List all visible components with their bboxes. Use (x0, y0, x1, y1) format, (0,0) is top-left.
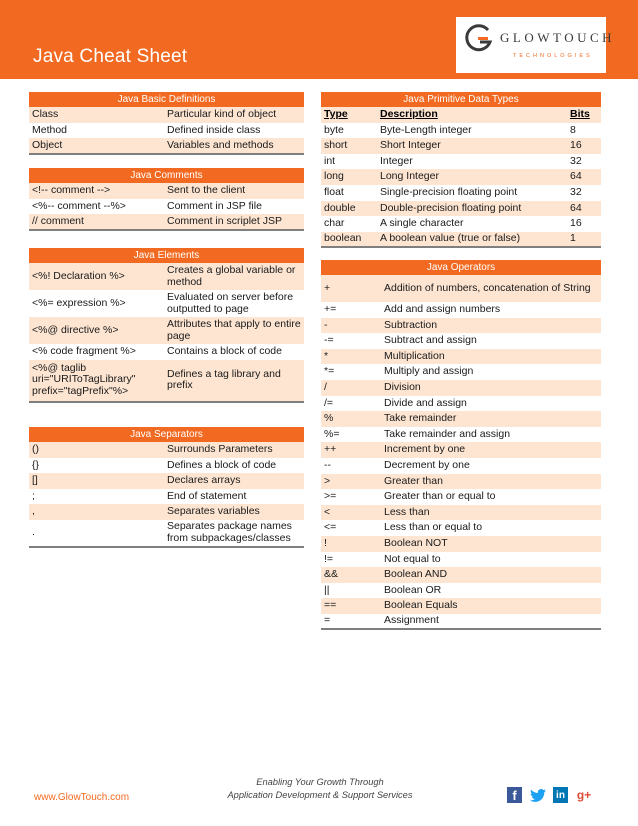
table-row (321, 567, 601, 583)
meaning-cell: End of statement (164, 489, 304, 505)
type-cell: char (321, 216, 377, 232)
table-row (29, 360, 304, 402)
operator-cell: = (321, 614, 381, 630)
syntax-cell: <%-- comment --%> (29, 199, 164, 215)
facebook-icon[interactable]: f (507, 787, 522, 803)
table-caption: Java Separators (29, 427, 304, 442)
type-cell: int (321, 154, 377, 170)
footer-tagline (200, 776, 440, 802)
table-row (29, 458, 304, 474)
meaning-cell: Divide and assign (381, 396, 601, 412)
type-cell: boolean (321, 232, 377, 248)
description-cell: Integer (377, 154, 567, 170)
basic-definitions-table (29, 92, 304, 155)
meaning-cell: Boolean Equals (381, 598, 601, 614)
table-row (29, 344, 304, 360)
meaning-cell: Sent to the client (164, 183, 304, 199)
table-row (321, 396, 601, 412)
table-caption: Java Operators (321, 260, 601, 275)
meaning-cell: Boolean AND (381, 567, 601, 583)
logo-g-icon (464, 24, 494, 54)
meaning-cell: Contains a block of code (164, 344, 304, 360)
table-row (321, 536, 601, 552)
table-row (321, 318, 601, 334)
meaning-cell: Assignment (381, 614, 601, 630)
definition-cell: Defined inside class (164, 123, 304, 139)
description-cell: A boolean value (true or false) (377, 232, 567, 248)
table-row (321, 458, 601, 474)
meaning-cell: Defines a block of code (164, 458, 304, 474)
comments-table (29, 168, 304, 231)
table-row (29, 520, 304, 547)
operator-cell: != (321, 552, 381, 568)
table-row (321, 123, 601, 139)
separator-cell: . (29, 520, 164, 547)
definition-cell: Variables and methods (164, 138, 304, 154)
meaning-cell: Add and assign numbers (381, 302, 601, 318)
operator-cell: == (321, 598, 381, 614)
meaning-cell: Multiplication (381, 349, 601, 365)
table-row (321, 614, 601, 630)
table-row (29, 442, 304, 458)
company-logo[interactable] (456, 17, 616, 73)
table-caption: Java Primitive Data Types (321, 92, 601, 107)
meaning-cell: Boolean NOT (381, 536, 601, 552)
table-row (29, 489, 304, 505)
meaning-cell: Subtract and assign (381, 333, 601, 349)
meaning-cell: Comment in JSP file (164, 199, 304, 215)
operator-cell: -- (321, 458, 381, 474)
bits-cell: 8 (567, 123, 601, 139)
table-row (321, 201, 601, 217)
separator-cell: , (29, 504, 164, 520)
operator-cell: > (321, 474, 381, 490)
table-caption: Java Basic Definitions (29, 92, 304, 107)
operator-cell: + (321, 275, 381, 302)
table-row (321, 216, 601, 232)
meaning-cell: Less than (381, 505, 601, 521)
elements-table (29, 248, 304, 403)
separator-cell: () (29, 442, 164, 458)
meaning-cell: Decrement by one (381, 458, 601, 474)
table-row (321, 489, 601, 505)
meaning-cell: Less than or equal to (381, 520, 601, 536)
operators-table (321, 260, 601, 630)
column-header-bits: Bits (567, 107, 601, 123)
table-row (321, 138, 601, 154)
bits-cell: 1 (567, 232, 601, 248)
term-cell: Method (29, 123, 164, 139)
table-row (321, 520, 601, 536)
googleplus-icon[interactable]: g+ (576, 788, 592, 802)
table-row (321, 427, 601, 443)
meaning-cell: Declares arrays (164, 473, 304, 489)
operator-cell: && (321, 567, 381, 583)
table-row (321, 275, 601, 302)
description-cell: Byte-Length integer (377, 123, 567, 139)
meaning-cell: Comment in scriplet JSP (164, 214, 304, 230)
table-row (29, 123, 304, 139)
header-banner (0, 0, 638, 79)
table-row (29, 107, 304, 123)
separators-table (29, 427, 304, 548)
syntax-cell: <% code fragment %> (29, 344, 164, 360)
primitive-types-table (321, 92, 601, 248)
operator-cell: / (321, 380, 381, 396)
table-caption: Java Comments (29, 168, 304, 183)
meaning-cell: Increment by one (381, 442, 601, 458)
meaning-cell: Boolean OR (381, 583, 601, 599)
meaning-cell: Greater than or equal to (381, 489, 601, 505)
table-row (321, 474, 601, 490)
table-row (321, 380, 601, 396)
meaning-cell: Multiply and assign (381, 364, 601, 380)
bits-cell: 16 (567, 138, 601, 154)
meaning-cell: Subtraction (381, 318, 601, 334)
table-row (321, 302, 601, 318)
page-title: Java Cheat Sheet (33, 46, 188, 67)
meaning-cell: Greater than (381, 474, 601, 490)
table-caption: Java Elements (29, 248, 304, 263)
operator-cell: <= (321, 520, 381, 536)
meaning-cell: Addition of numbers, concatenation of String (381, 275, 601, 302)
meaning-cell: Evaluated on server before outputted to page (164, 290, 304, 317)
meaning-cell: Take remainder (381, 411, 601, 427)
separator-cell: {} (29, 458, 164, 474)
table-row (321, 185, 601, 201)
table-row (321, 333, 601, 349)
table-row (29, 317, 304, 344)
term-cell: Object (29, 138, 164, 154)
operator-cell: %= (321, 427, 381, 443)
twitter-icon[interactable] (529, 787, 547, 803)
table-row (29, 263, 304, 290)
bits-cell: 32 (567, 185, 601, 201)
operator-cell: % (321, 411, 381, 427)
operator-cell: - (321, 318, 381, 334)
meaning-cell: Defines a tag library and prefix (164, 360, 304, 402)
website-link[interactable]: www.GlowTouch.com (34, 792, 130, 803)
logo-name: GLOWTOUCH (500, 30, 616, 45)
operator-cell: || (321, 583, 381, 599)
column-header-type: Type (321, 107, 377, 123)
syntax-cell: <!-- comment --> (29, 183, 164, 199)
syntax-cell: // comment (29, 214, 164, 230)
column-header-description: Description (377, 107, 567, 123)
meaning-cell: Division (381, 380, 601, 396)
table-row (321, 411, 601, 427)
table-row (29, 138, 304, 154)
logo-subtitle: TECHNOLOGIES (513, 53, 593, 59)
operator-cell: < (321, 505, 381, 521)
meaning-cell: Separates package names from subpackages/classes (164, 520, 304, 547)
meaning-cell: Surrounds Parameters (164, 442, 304, 458)
meaning-cell: Separates variables (164, 504, 304, 520)
meaning-cell: Creates a global variable or method (164, 263, 304, 290)
operator-cell: /= (321, 396, 381, 412)
type-cell: byte (321, 123, 377, 139)
type-cell: float (321, 185, 377, 201)
description-cell: A single character (377, 216, 567, 232)
table-row (321, 598, 601, 614)
table-row (29, 504, 304, 520)
bits-cell: 32 (567, 154, 601, 170)
operator-cell: -= (321, 333, 381, 349)
type-cell: long (321, 169, 377, 185)
meaning-cell: Attributes that apply to entire page (164, 317, 304, 344)
description-cell: Single-precision floating point (377, 185, 567, 201)
table-row (29, 214, 304, 230)
bits-cell: 64 (567, 201, 601, 217)
separator-cell: ; (29, 489, 164, 505)
table-row (321, 583, 601, 599)
table-row (321, 364, 601, 380)
description-cell: Long Integer (377, 169, 567, 185)
table-row (29, 199, 304, 215)
operator-cell: += (321, 302, 381, 318)
tagline-line-2: Application Development & Support Services (227, 790, 413, 800)
meaning-cell: Take remainder and assign (381, 427, 601, 443)
term-cell: Class (29, 107, 164, 123)
definition-cell: Particular kind of object (164, 107, 304, 123)
syntax-cell: <%! Declaration %> (29, 263, 164, 290)
syntax-cell: <%@ taglib uri="URIToTagLibrary" prefix="tagPrefix"%> (29, 360, 164, 402)
operator-cell: * (321, 349, 381, 365)
bits-cell: 64 (567, 169, 601, 185)
type-cell: short (321, 138, 377, 154)
table-row (321, 349, 601, 365)
bits-cell: 16 (567, 216, 601, 232)
operator-cell: ! (321, 536, 381, 552)
operator-cell: ++ (321, 442, 381, 458)
table-row (321, 232, 601, 248)
twitter-bird-glyph (530, 789, 546, 802)
table-row (321, 505, 601, 521)
table-row (29, 473, 304, 489)
description-cell: Short Integer (377, 138, 567, 154)
syntax-cell: <%@ directive %> (29, 317, 164, 344)
table-row (29, 183, 304, 199)
table-row (321, 154, 601, 170)
separator-cell: [] (29, 473, 164, 489)
type-cell: double (321, 201, 377, 217)
table-row (321, 169, 601, 185)
operator-cell: *= (321, 364, 381, 380)
table-row (29, 290, 304, 317)
table-row (321, 442, 601, 458)
syntax-cell: <%= expression %> (29, 290, 164, 317)
linkedin-icon[interactable]: in (553, 787, 568, 803)
table-row (321, 552, 601, 568)
operator-cell: >= (321, 489, 381, 505)
meaning-cell: Not equal to (381, 552, 601, 568)
tagline-line-1: Enabling Your Growth Through (256, 777, 384, 787)
description-cell: Double-precision floating point (377, 201, 567, 217)
